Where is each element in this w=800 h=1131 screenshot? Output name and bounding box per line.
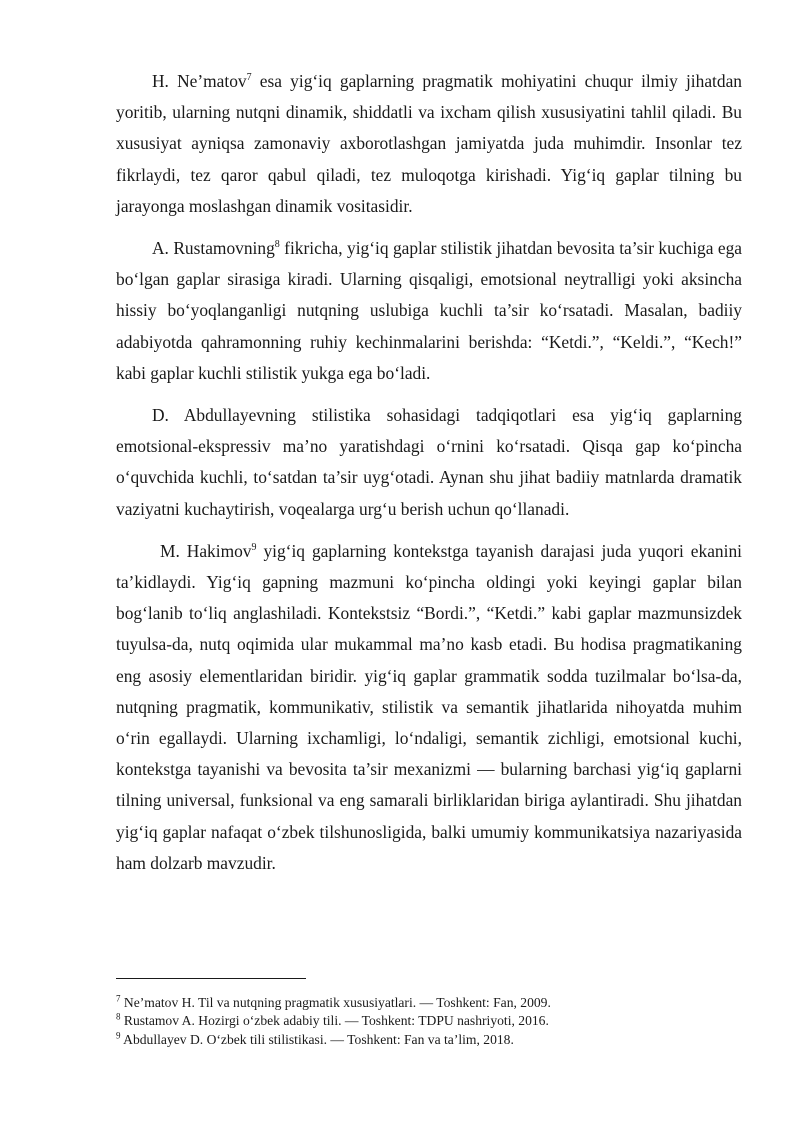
footnote-ref[interactable]: 9 <box>251 542 257 554</box>
paragraph-text: H. Ne’matov <box>152 71 247 91</box>
paragraph-hakimov <box>116 536 742 879</box>
footnotes <box>116 994 742 1049</box>
paragraph-text: esa yig‘iq gaplarning pragmatik mohiyatini chuqur ilmiy jihatdan yoritib, ularning nutqni dinamik, shiddatli va ixcham qilish xususiyatini tahlil qiladi. Bu xususiyat ayniqsa zamonaviy axborotlashgan jamiyatda juda muhimdir. Insonlar tez fikrlaydi, tez qaror qabul qiladi, tez muloqotga kirishadi. Yig‘iq gaplar tilning bu jarayonga moslashgan dinamik vositasidir. <box>116 71 742 216</box>
paragraph-text: D. Abdullayevning stilistika sohasidagi tadqiqotlari esa yig‘iq gaplarning emotsional-ekspressiv ma’no yaratishdagi o‘rnini ko‘rsatadi. Qisqa gap ko‘pincha o‘quvchida kuchli, to‘satdan ta’sir uyg‘otadi. Aynan shu jihat badiiy matnlarda dramatik vaziyatni kuchaytirish, voqealarga urg‘u berish uchun qo‘llanadi. <box>116 405 742 519</box>
footnote-8 <box>116 1012 742 1030</box>
footnote-separator <box>116 978 306 979</box>
footnote-7 <box>116 994 742 1012</box>
footnote-text: Ne’matov H. Til va nutqning pragmatik xususiyatlari. — Toshkent: Fan, 2009. <box>120 995 551 1010</box>
footnote-number: 8 <box>116 1011 121 1022</box>
paragraph-text: A. Rustamovning <box>152 238 275 259</box>
footnote-number: 7 <box>116 993 121 1004</box>
paragraph-text: yig‘iq gaplarning kontekstga tayanish darajasi juda yuqori ekanini ta’kidlaydi. Yig‘iq gapning mazmuni ko‘pincha oldingi yoki keyingi gaplar bilan bog‘lanib to‘liq anglashiladi. Kontekstsiz “Bordi.”, “Ketdi.” kabi gaplar mazmunsizdek tuyulsa-da, nutq oqimida ular mukammal ma’no kasb etadi. Bu hodisa pragmatikaning eng asosiy elementlaridan biridir. yig‘iq gaplar grammatik sodda tuzilmalar bo‘lsa-da, nutqning pragmatik, kommunikativ, stilistik va semantik jihatlarida nihoyatda muhim o‘rin egallaydi. Ularning ixchamligi, lo‘ndaligi, semantik zichligi, emotsional kuchi, kontekstga tayanishi va bevosita ta’sir mexanizmi — bularning barchasi yig‘iq gaplarni tilning universal, funksional va eng samarali birliklaridan biriga aylantiradi. Shu jihatdan yig‘iq gaplar nafaqat o‘zbek tilshunosligida, balki umumiy kommunikatsiya nazariyasida ham dolzarb mavzudir. <box>116 540 742 873</box>
footnote-text: Rustamov A. Hozirgi o‘zbek adabiy tili. — Toshkent: TDPU nashriyoti, 2016. <box>120 1013 549 1029</box>
paragraph-text: M. Hakimov <box>160 540 252 561</box>
body-text <box>116 66 742 890</box>
footnote-number: 9 <box>116 1030 121 1041</box>
footnote-ref[interactable]: 7 <box>246 72 252 84</box>
paragraph-abdullayev <box>116 400 742 525</box>
footnote-9 <box>116 1031 742 1049</box>
paragraph-nematov <box>116 66 742 222</box>
footnote-ref[interactable]: 8 <box>274 239 280 251</box>
paragraph-text: fikricha, yig‘iq gaplar stilistik jihatdan bevosita ta’sir kuchiga ega bo‘lgan gaplar sirasiga kiradi. Ularning qisqaligi, emotsional neytralligi yoki aksincha hissiy bo‘yoqlanganligi nutqning uslubiga kuchli ta’sir ko‘rsatadi. Masalan, badiiy adabiyotda qahramonning ruhiy kechinmalarini berishda: “Ketdi.”, “Keldi.”, “Kech!” kabi gaplar kuchli stilistik yukga ega bo‘ladi. <box>116 238 742 383</box>
paragraph-rustamov <box>116 233 742 389</box>
footnote-text: Abdullayev D. O‘zbek tili stilistikasi. — Toshkent: Fan va ta’lim, 2018. <box>120 1031 514 1047</box>
